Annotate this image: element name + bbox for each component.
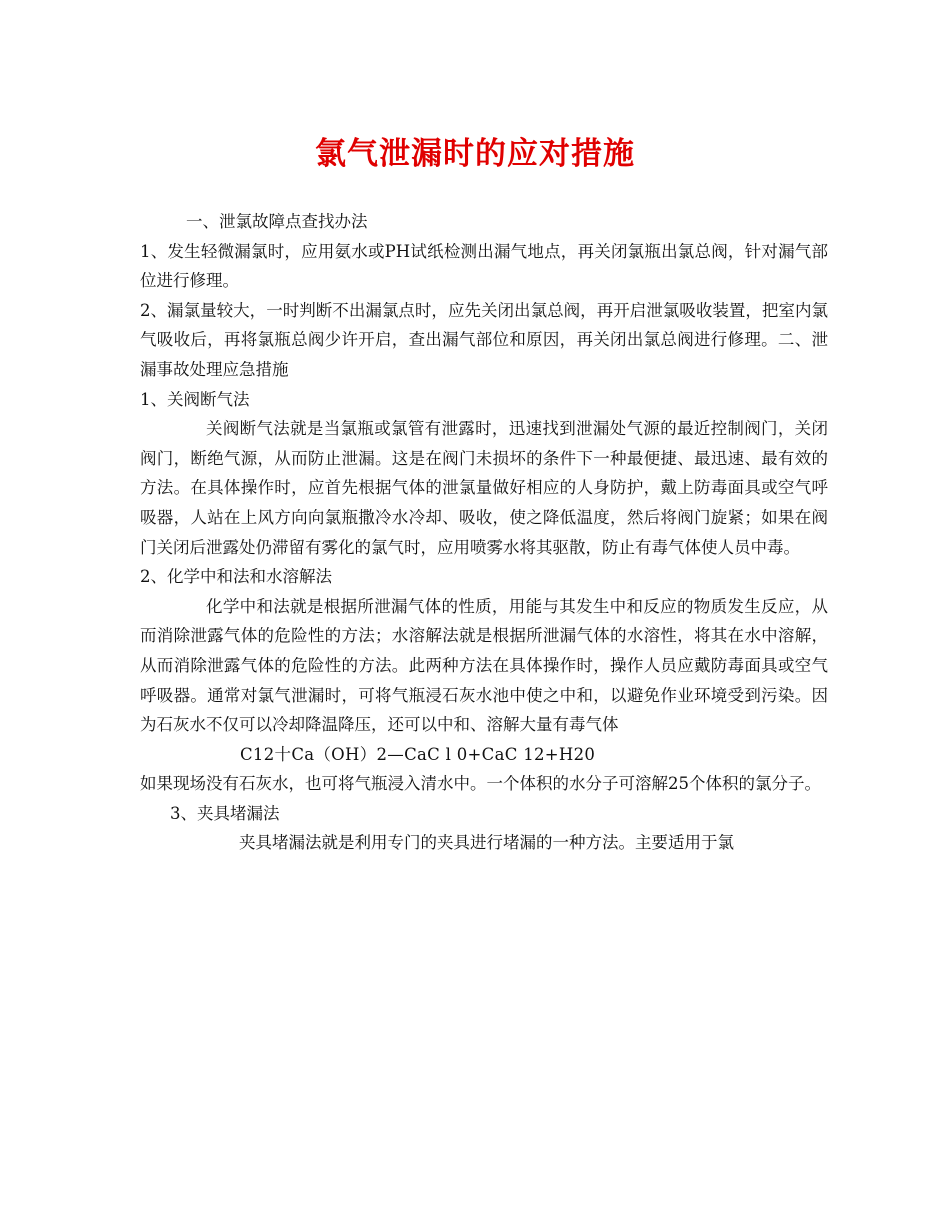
paragraph-1: 1、发生轻微漏氯时，应用氨水或PH试纸检测出漏气地点，再关闭氯瓶出氯总阀，针对漏气部位进行修理。 [140,241,828,291]
subheading-valve-closing: 1、关阀断气法 [140,389,250,409]
document-body [140,207,828,858]
paragraph-2: 2、漏氯量较大，一时判断不出漏氯点时，应先关闭出氯总阀，再开启泄氯吸收装置，把室内氯气吸收后，再将氯瓶总阀少许开启，查出漏气部位和原因，再关闭出氯总阀进行修理。二、泄漏事故处理应急措施 [140,300,828,379]
paragraph-valve-closing: 关阀断气法就是当氯瓶或氯管有泄露时，迅速找到泄漏处气源的最近控制阀门，关闭阀门，断绝气源，从而防止泄漏。这是在阀门未损坏的条件下一种最便捷、最迅速、最有效的方法。在具体操作时，应首先根据气体的泄氯量做好相应的人身防护，戴上防毒面具或空气呼吸器，人站在上风方向向氯瓶撒冷水冷却、吸收，使之降低温度，然后将阀门旋紧；如果在阀门关闭后泄露处仍滞留有雾化的氯气时，应用喷雾水将其驱散，防止有毒气体使人员中毒。 [140,419,828,557]
paragraph-chemical-neutralization: 化学中和法就是根据所泄漏气体的性质，用能与其发生中和反应的物质发生反应，从而消除泄露气体的危险性的方法；水溶解法就是根据所泄漏气体的水溶性，将其在水中溶解，从而消除泄露气体的危险性的方法。此两种方法在具体操作时，操作人员应戴防毒面具或空气呼吸器。通常对氯气泄漏时，可将气瓶浸石灰水池中使之中和，以避免作业环境受到污染。因为石灰水不仅可以冷却降温降压，还可以中和、溶解大量有毒气体 [140,596,828,735]
subheading-chemical-neutralization: 2、化学中和法和水溶解法 [140,567,332,587]
subheading-clamp-plugging: 3、夹具堵漏法 [170,803,280,823]
document-title: 氯气泄漏时的应对措施 [315,136,635,172]
paragraph-clear-water: 如果现场没有石灰水，也可将气瓶浸入清水中。一个体积的水分子可溶解25个体积的氯分子。 [140,774,821,794]
chemical-formula: C12十Ca（OH）2—CaC l 0+CaC 12+H20 [240,744,596,764]
section-heading-1: 一、泄氯故障点查找办法 [186,212,368,231]
paragraph-clamp-plugging: 夹具堵漏法就是利用专门的夹具进行堵漏的一种方法。主要适用于氯 [239,833,734,853]
